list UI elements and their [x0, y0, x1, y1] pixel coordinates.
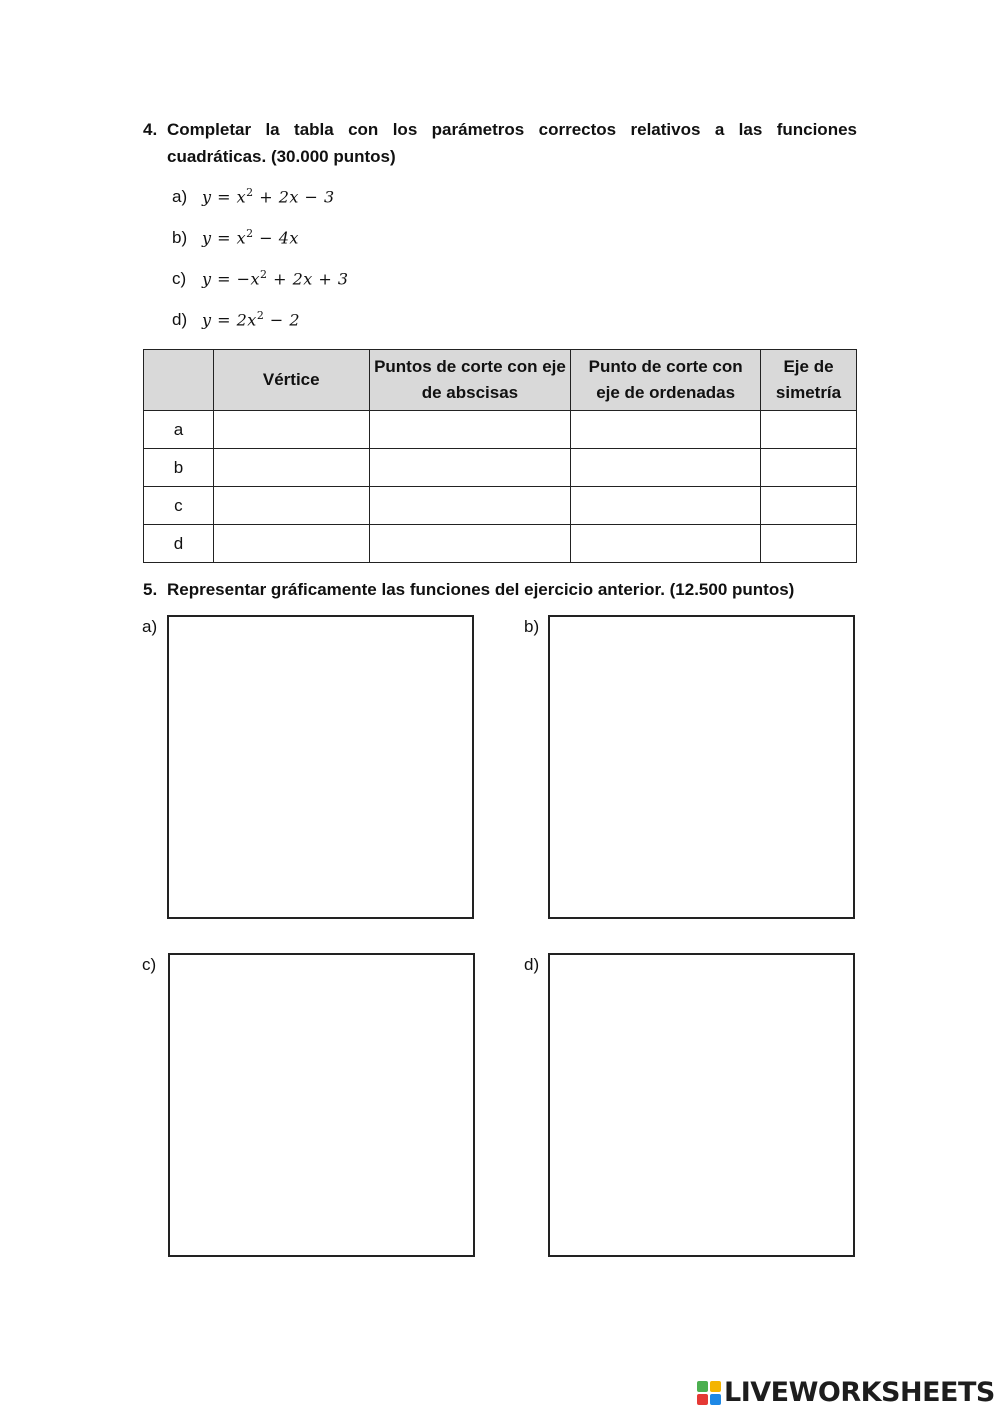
answer-cell[interactable]	[761, 449, 857, 487]
answer-cell[interactable]	[571, 525, 761, 563]
answer-cell[interactable]	[213, 487, 369, 525]
answer-cell[interactable]	[369, 449, 571, 487]
header-empty	[144, 350, 214, 411]
header-symmetry-axis: Eje de simetría	[761, 350, 857, 411]
function-equation: $y = -x^2 + 2x + 3$	[202, 268, 349, 289]
function-label: c)	[172, 269, 187, 289]
graph-label-b: b)	[524, 617, 540, 636]
question-4-number: 4.	[143, 120, 158, 139]
header-vertex: Vértice	[213, 350, 369, 411]
graph-box-c[interactable]	[168, 953, 475, 1257]
graph-label-a: a)	[142, 617, 158, 636]
graph-label-c: c)	[142, 955, 157, 974]
logo-tile	[697, 1381, 708, 1392]
function-b	[172, 227, 299, 248]
question-4-text: Completar la tabla con los parámetros correctos relativos a las funciones cuadráticas. (30.000 puntos)	[167, 120, 857, 166]
function-equation: $y = x^2 - 4x$	[202, 227, 299, 248]
function-label: a)	[172, 187, 188, 207]
function-label: d)	[172, 310, 188, 330]
header-y-intercept: Punto de corte con eje de ordenadas	[571, 350, 761, 411]
row-label: b	[144, 449, 214, 487]
logo-tile	[710, 1381, 721, 1392]
row-label: c	[144, 487, 214, 525]
function-equation: $y = x^2 + 2x - 3$	[202, 186, 335, 207]
function-equation: $y = 2x^2 - 2$	[202, 309, 301, 330]
question-5-text: Representar gráficamente las funciones del ejercicio anterior. (12.500 puntos)	[167, 580, 795, 599]
graph-label-d: d)	[524, 955, 540, 974]
liveworksheets-logo	[697, 1377, 995, 1408]
function-d	[172, 309, 300, 330]
table-row	[144, 525, 857, 563]
row-label: a	[144, 411, 214, 449]
answer-cell[interactable]	[571, 449, 761, 487]
answer-cell[interactable]	[213, 449, 369, 487]
logo-mark-icon	[697, 1381, 721, 1405]
graph-box-d[interactable]	[548, 953, 855, 1257]
logo-tile	[710, 1394, 721, 1405]
graph-box-b[interactable]	[548, 615, 855, 919]
answer-cell[interactable]	[213, 411, 369, 449]
answer-cell[interactable]	[213, 525, 369, 563]
logo-tile	[697, 1394, 708, 1405]
answer-cell[interactable]	[571, 411, 761, 449]
function-c	[172, 268, 349, 289]
question-5-number: 5.	[143, 580, 158, 599]
header-x-intercepts: Puntos de corte con eje de abscisas	[369, 350, 571, 411]
answer-cell[interactable]	[369, 487, 571, 525]
answer-cell[interactable]	[571, 487, 761, 525]
answer-cell[interactable]	[761, 487, 857, 525]
function-label: b)	[172, 228, 188, 248]
table-row	[144, 449, 857, 487]
answer-cell[interactable]	[369, 411, 571, 449]
table-row	[144, 411, 857, 449]
row-label: d	[144, 525, 214, 563]
answer-cell[interactable]	[761, 525, 857, 563]
graph-box-a[interactable]	[167, 615, 474, 919]
parameters-table	[143, 349, 857, 563]
table-row	[144, 487, 857, 525]
logo-wordmark: LIVEWORKSHEETS	[724, 1377, 995, 1408]
function-a	[172, 186, 335, 207]
answer-cell[interactable]	[761, 411, 857, 449]
answer-cell[interactable]	[369, 525, 571, 563]
table-header-row	[144, 350, 857, 411]
